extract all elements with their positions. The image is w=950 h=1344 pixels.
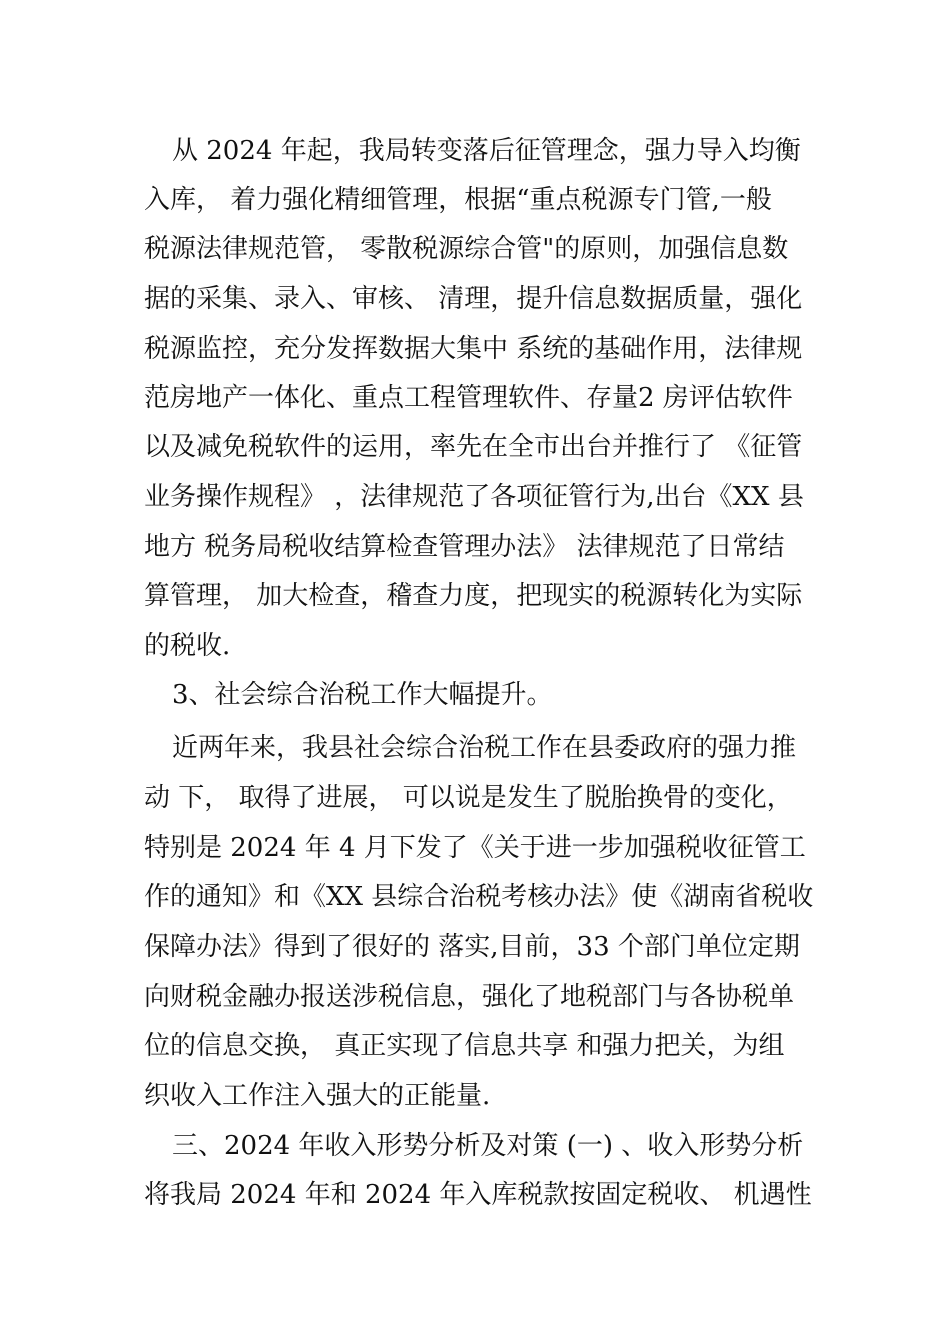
paragraph-line: 位的信息交换， 真正实现了信息共享 和强力把关，为组 (144, 1031, 785, 1061)
paragraph-line: 特别是 2024 年 4 月下发了《关于进一步加强税收征管工 (144, 833, 806, 863)
paragraph-line: 保障办法》得到了很好的 落实,目前，33 个部门单位定期 (144, 932, 800, 962)
paragraph-line: 从 2024 年起，我局转变落后征管理念，强力导入均衡 (172, 136, 801, 166)
paragraph-line: 动 下， 取得了进展， 可以说是发生了脱胎换骨的变化， (144, 783, 793, 813)
paragraph-line: 将我局 2024 年和 2024 年入库税款按固定税收、 机遇性 (144, 1180, 812, 1210)
paragraph-line: 近两年来，我县社会综合治税工作在县委政府的强力推 (172, 733, 797, 763)
paragraph-line: 织收入工作注入强大的正能量. (144, 1081, 491, 1111)
paragraph-line: 据的采集、录入、审核、 清理，提升信息数据质量，强化 (144, 284, 803, 314)
paragraph-line: 作的通知》和《XX 县综合治税考核办法》使《湖南省税收 (144, 882, 814, 912)
paragraph-line: 的税收. (144, 631, 231, 661)
paragraph-line: 入库， 着力强化精细管理，根据“重点税源专门管,一般 (144, 185, 772, 215)
paragraph-line: 地方 税务局税收结算检查管理办法》 法律规范了日常结 (144, 532, 785, 562)
section-heading: 3、社会综合治税工作大幅提升。 (172, 680, 553, 710)
paragraph-line: 向财税金融办报送涉税信息，强化了地税部门与各协税单 (144, 982, 795, 1012)
paragraph-line: 税源监控，充分发挥数据大集中 系统的基础作用，法律规 (144, 334, 803, 364)
paragraph-line: 税源法律规范管， 零散税源综合管"的原则，加强信息数 (144, 234, 789, 264)
paragraph-line: 三、2024 年收入形势分析及对策 (一) 、收入形势分析 (172, 1131, 804, 1161)
paragraph-line: 范房地产一体化、重点工程管理软件、存量2 房评估软件 (144, 383, 793, 413)
paragraph-line: 以及减免税软件的运用，率先在全市出台并推行了 《征管 (144, 432, 803, 462)
paragraph-line: 算管理， 加大检查，稽查力度，把现实的税源转化为实际 (144, 581, 803, 611)
paragraph-line: 业务操作规程》 ，法律规范了各项征管行为,出台《XX 县 (144, 482, 804, 512)
